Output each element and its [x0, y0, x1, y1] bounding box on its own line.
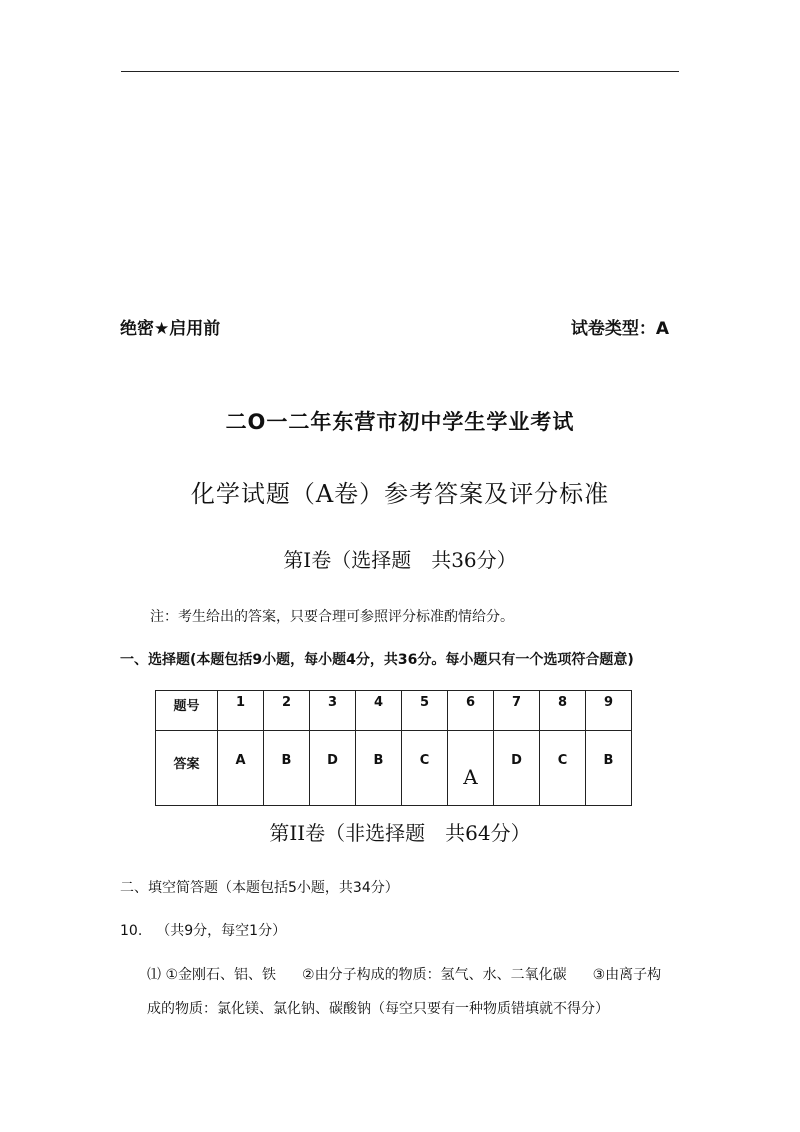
question-points-info: （共9分，每空1分） [156, 923, 287, 939]
answer-cell: B [264, 731, 310, 806]
answer-table [155, 690, 632, 806]
secret-label: 绝密★启用前 [120, 319, 221, 339]
grading-note: 注：考生给出的答案，只要合理可参照评分标准酌情给分。 [150, 609, 514, 625]
answer-cell: C [402, 731, 448, 806]
row-header-answer: 答案 [156, 731, 218, 806]
answer-line-continued: 成的物质：氯化镁、氯化钠、碳酸钠（每空只要有一种物质错填就不得分） [147, 1001, 609, 1017]
section1-heading: 一、选择题(本题包括9小题，每小题4分，共36分。每小题只有一个选项符合题意) [120, 652, 634, 668]
question-10-header [120, 920, 286, 940]
answer-cell: A [218, 731, 264, 806]
part1-heading: 第I卷（选择题 共36分） [283, 548, 517, 572]
answer-cell: A [448, 731, 494, 806]
section2-heading: 二、填空简答题（本题包括5小题，共34分） [120, 880, 399, 896]
answer-cell: B [356, 731, 402, 806]
table-row [156, 731, 632, 806]
row-header-number: 题号 [156, 691, 218, 731]
question-number: 3 [310, 691, 356, 731]
exam-title: 二O一二年东营市初中学生学业考试 [225, 410, 575, 434]
question-number: 4 [356, 691, 402, 731]
answer-cell: D [494, 731, 540, 806]
answer-cell: D [310, 731, 356, 806]
question-number: 6 [448, 691, 494, 731]
answer-part-b: ②由分子构成的物质：氢气、水、二氧化碳 [302, 967, 567, 983]
question-number: 7 [494, 691, 540, 731]
answer-cell: C [540, 731, 586, 806]
question-number: 5 [402, 691, 448, 731]
paper-type-label: 试卷类型：A [570, 319, 669, 339]
question-number: 9 [586, 691, 632, 731]
answer-cell: B [586, 731, 632, 806]
question-number: 2 [264, 691, 310, 731]
answer-part-c: ③由离子构 [592, 967, 662, 983]
header-rule [121, 71, 679, 72]
document-title: 化学试题（A卷）参考答案及评分标准 [190, 480, 610, 508]
part2-heading: 第II卷（非选择题 共64分） [269, 821, 531, 845]
table-row [156, 691, 632, 731]
question-number: 8 [540, 691, 586, 731]
answer-line [147, 964, 661, 984]
answer-part-a: ⑴ ①金刚石、铝、铁 [147, 967, 277, 983]
question-number-label: 10. [120, 923, 143, 939]
question-number: 1 [218, 691, 264, 731]
